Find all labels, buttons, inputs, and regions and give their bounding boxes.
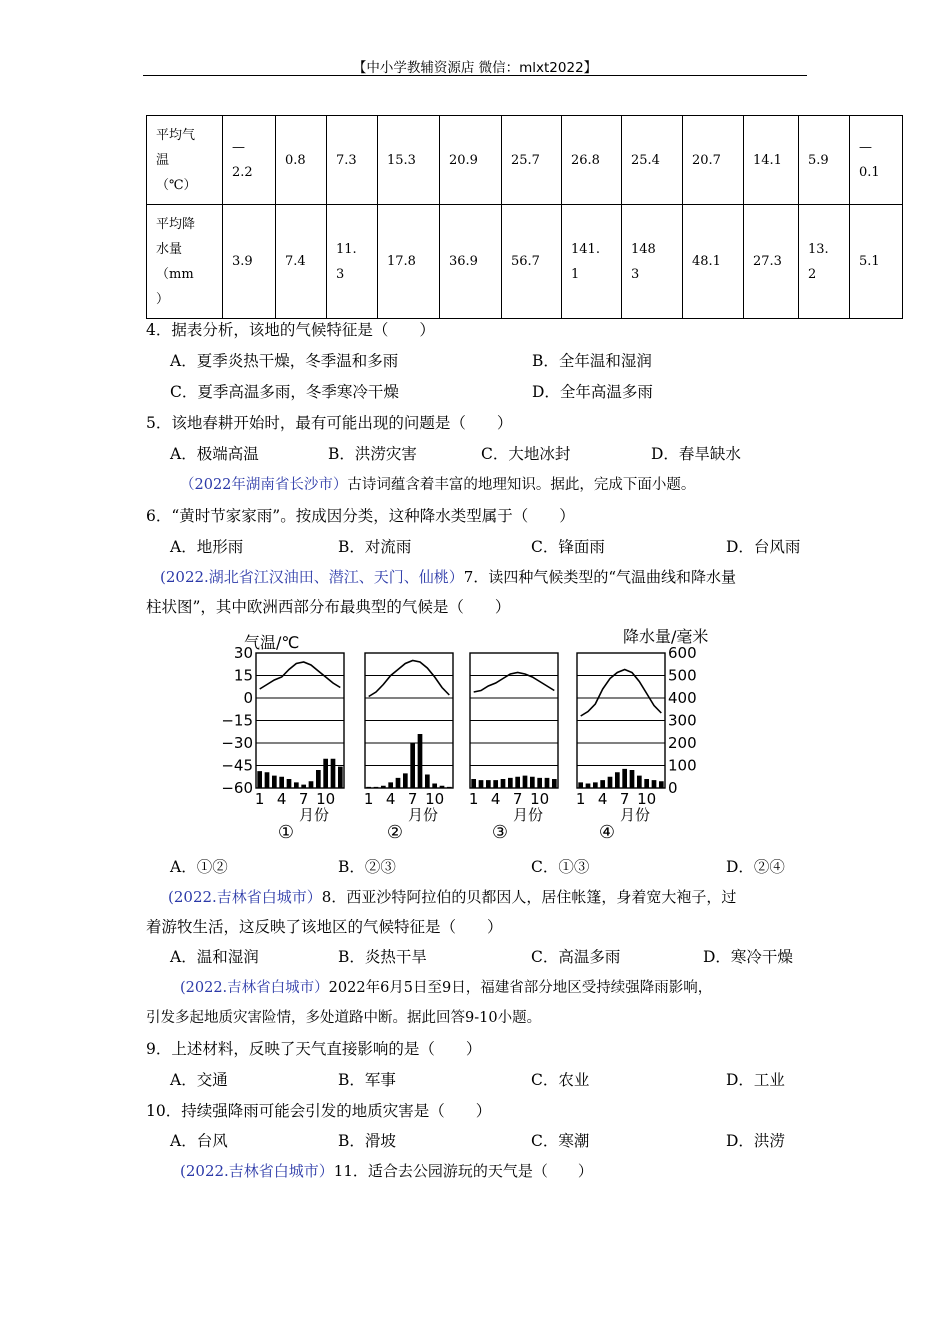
table-cell-line: 148 — [631, 241, 656, 257]
table-cell-line: 14.1 — [753, 152, 782, 168]
intro-6-source: （2022年湖南省长沙市） — [180, 477, 348, 493]
q5-stem: 5．该地春耕开始时，最有可能出现的问题是（ ） — [146, 414, 513, 432]
climate-table — [146, 115, 903, 319]
q4-option-d[interactable]: D．全年高温多雨 — [532, 383, 653, 401]
panel-label: ② — [386, 822, 404, 843]
table-cell-line: 20.7 — [692, 152, 721, 168]
q7-stem-line2: 柱状图”，其中欧洲西部分布最典型的气候是（ ） — [146, 598, 511, 616]
q7-option-b[interactable]: B．②③ — [338, 858, 396, 876]
right-tick-label: 300 — [668, 711, 697, 730]
q10-option-d[interactable]: D．洪涝 — [726, 1132, 785, 1150]
table-cell-line: 7.4 — [285, 254, 306, 269]
month-axis-label: 月份 — [619, 806, 651, 824]
table-cell-line: 3.9 — [232, 254, 253, 269]
right-tick-label: 0 — [668, 779, 678, 797]
precip-bar — [323, 759, 328, 788]
page-header: 【中小学教辅资源店 微信：mlxt2022】 — [352, 60, 598, 76]
precip-bar — [515, 777, 520, 788]
precip-bar — [652, 780, 657, 788]
q5-option-b[interactable]: B．洪涝灾害 — [328, 445, 417, 463]
table-cell-line: 3 — [631, 266, 640, 282]
precip-bar — [425, 775, 430, 789]
table-cell-line: 5.1 — [859, 254, 880, 269]
precip-bar — [418, 734, 423, 788]
precip-bar — [523, 776, 528, 788]
month-tick-label: 7 — [512, 790, 523, 808]
q10-option-a[interactable]: A．台风 — [170, 1132, 228, 1150]
right-tick-label: 400 — [668, 689, 697, 707]
table-cell — [562, 116, 622, 205]
q4-option-a[interactable]: A．夏季炎热干燥，冬季温和多雨 — [170, 352, 399, 370]
q7-stem-line1 — [160, 566, 736, 587]
precip-bar — [622, 769, 627, 788]
q8-option-b[interactable]: B．炎热干旱 — [338, 948, 427, 966]
precip-bar — [644, 779, 649, 788]
panel-label: ① — [277, 822, 295, 843]
precip-bar — [331, 759, 336, 788]
table-cell-line: — — [232, 140, 245, 155]
precip-bar — [301, 785, 306, 788]
table-row — [147, 205, 903, 319]
table-cell-line: 7.3 — [336, 152, 357, 168]
row-label — [147, 205, 223, 319]
q6-option-d[interactable]: D．台风雨 — [726, 538, 801, 556]
table-cell-line: 48.1 — [692, 254, 721, 269]
precip-bar — [287, 779, 292, 788]
table-cell-line: 15.3 — [387, 152, 416, 168]
table-cell — [683, 116, 744, 205]
month-tick-label: 4 — [385, 790, 396, 808]
q6-option-c[interactable]: C．锋面雨 — [531, 538, 605, 556]
intro-9-source: (2022.吉林省白城市） — [180, 980, 329, 996]
panel-label: ③ — [491, 822, 509, 843]
intro-6-text: 古诗词蕴含着丰富的地理知识。据此，完成下面小题。 — [347, 477, 696, 493]
table-cell — [562, 205, 622, 319]
table-cell — [502, 116, 562, 205]
table-cell-line: 0.8 — [285, 152, 306, 168]
intro-9-text1: 2022年6月5日至9日，福建省部分地区受持续强降雨影响， — [328, 980, 713, 996]
table-cell-line: 25.4 — [631, 152, 660, 168]
precip-bar — [552, 779, 557, 788]
row-label-line: 平均气 — [156, 127, 196, 143]
precip-bar — [615, 772, 620, 788]
q7-source: (2022.湖北省江汉油田、潜江、天门、仙桃） — [160, 568, 464, 586]
table-cell — [744, 116, 799, 205]
table-cell — [744, 205, 799, 319]
q7-option-c[interactable]: C．①③ — [531, 858, 590, 876]
precip-bar — [257, 771, 262, 788]
q5-option-c[interactable]: C．大地冰封 — [481, 445, 571, 463]
q6-stem: 6．“黄时节家家雨”。按成因分类，这种降水类型属于（ ） — [146, 507, 575, 525]
table-cell — [327, 116, 378, 205]
table-cell — [327, 205, 378, 319]
table-cell-line: 17.8 — [387, 254, 416, 269]
climate-charts — [216, 622, 716, 844]
table-cell-line: — — [859, 140, 872, 155]
month-tick-label: 10 — [530, 790, 550, 808]
table-row — [147, 116, 903, 205]
table-cell — [276, 205, 327, 319]
month-tick-label: 7 — [619, 790, 630, 808]
month-tick-label: 1 — [254, 790, 265, 808]
precip-bar — [366, 787, 371, 788]
q8-option-d[interactable]: D．寒冷干燥 — [703, 948, 793, 966]
table-cell — [378, 116, 440, 205]
precip-bar — [403, 773, 408, 788]
temperature-curve — [369, 661, 450, 697]
q7-option-a[interactable]: A．①② — [170, 858, 228, 876]
q6-option-b[interactable]: B．对流雨 — [338, 538, 412, 556]
table-cell — [502, 205, 562, 319]
table-cell — [850, 116, 903, 205]
month-tick-label: 1 — [468, 790, 479, 808]
left-tick-label: −30 — [221, 734, 253, 752]
table-cell-line: 0.1 — [859, 165, 880, 180]
precip-bar — [440, 786, 445, 788]
q10-option-c[interactable]: C．寒潮 — [531, 1132, 590, 1150]
table-cell — [440, 205, 502, 319]
q4-stem: 4．据表分析，该地的气候特征是（ ） — [146, 321, 435, 339]
table-cell-line: 27.3 — [753, 254, 782, 269]
month-tick-label: 10 — [425, 790, 445, 808]
intro-9-line2: 引发多起地质灾害险情，多处道路中断。据此回答9-10小题。 — [146, 1010, 542, 1026]
precip-bar — [316, 770, 321, 788]
table-cell — [223, 205, 276, 319]
row-label-line: 水量 — [156, 241, 183, 257]
right-axis-title: 降水量/毫米 — [623, 627, 709, 646]
q9-option-a[interactable]: A．交通 — [170, 1071, 228, 1089]
precip-bar — [279, 777, 284, 788]
table-cell-line: 20.9 — [449, 152, 478, 168]
precip-bar — [608, 777, 613, 788]
table-cell-line: 1 — [571, 266, 580, 282]
month-axis-label: 月份 — [298, 806, 330, 824]
month-tick-label: 10 — [316, 790, 336, 808]
precip-bar — [637, 776, 642, 788]
q9-option-d[interactable]: D．工业 — [726, 1071, 785, 1089]
precip-bar — [630, 770, 635, 788]
precip-bar — [381, 786, 386, 788]
row-label-line: 温 — [156, 152, 170, 168]
q9-option-b[interactable]: B．军事 — [338, 1071, 396, 1089]
precip-bar — [396, 778, 401, 788]
right-tick-label: 100 — [668, 756, 697, 775]
intro-6 — [180, 473, 695, 494]
precip-bar — [545, 778, 550, 788]
table-cell — [622, 205, 683, 319]
q9-stem: 9．上述材料，反映了天气直接影响的是（ ） — [146, 1040, 482, 1058]
q5-option-a[interactable]: A．极端高温 — [170, 445, 259, 463]
month-axis-label: 月份 — [512, 806, 544, 824]
table-cell — [622, 116, 683, 205]
q8-stem-text: 8．西亚沙特阿拉伯的贝都因人，居住帐篷，身着宽大袍子，过 — [321, 888, 737, 906]
precip-bar — [530, 777, 535, 788]
table-cell-line: 11. — [336, 241, 357, 257]
precip-bar — [537, 778, 542, 788]
table-cell-line: 141. — [571, 241, 600, 257]
row-label-line: ） — [156, 291, 170, 307]
precip-bar — [374, 787, 379, 788]
precip-bar — [578, 782, 583, 788]
table-cell — [276, 116, 327, 205]
precip-bar — [294, 782, 299, 788]
precip-bar — [265, 772, 270, 788]
precip-bar — [586, 784, 591, 789]
q5-option-d[interactable]: D．春旱缺水 — [651, 445, 741, 463]
table-cell — [378, 205, 440, 319]
month-tick-label: 4 — [276, 790, 287, 808]
left-tick-label: 0 — [243, 689, 253, 707]
precip-bar — [508, 778, 513, 788]
table-cell-line: 2 — [808, 266, 817, 282]
precip-bar — [501, 779, 506, 788]
q11-stem — [180, 1160, 593, 1181]
row-label-line: （mm — [156, 266, 194, 282]
panel-label: ④ — [598, 822, 616, 843]
left-tick-label: −15 — [221, 711, 253, 730]
left-tick-label: 15 — [233, 666, 253, 685]
q9-option-c[interactable]: C．农业 — [531, 1071, 590, 1089]
table-cell-line: 3 — [336, 266, 345, 282]
row-label-line: （℃） — [156, 177, 197, 193]
month-tick-label: 1 — [575, 790, 586, 808]
left-tick-label: 30 — [233, 644, 253, 662]
table-cell-line: 25.7 — [511, 152, 540, 168]
q10-stem: 10．持续强降雨可能会引发的地质灾害是（ ） — [146, 1102, 492, 1120]
q8-source: (2022.吉林省白城市） — [168, 888, 322, 906]
table-cell — [223, 116, 276, 205]
precip-bar — [447, 787, 452, 788]
right-tick-label: 200 — [668, 734, 697, 752]
table-cell — [683, 205, 744, 319]
left-tick-label: −45 — [221, 756, 253, 775]
precip-bar — [309, 781, 314, 788]
table-cell-line: 26.8 — [571, 152, 600, 168]
table-cell — [850, 205, 903, 319]
row-label-line: 平均降 — [156, 216, 196, 232]
q8-option-a[interactable]: A．温和湿润 — [170, 948, 259, 966]
precip-bar — [593, 782, 598, 788]
precip-bar — [600, 780, 605, 788]
month-tick-label: 7 — [298, 790, 309, 808]
q8-stem-line2: 着游牧生活，这反映了该地区的气候特征是（ ） — [146, 918, 503, 936]
table-cell — [440, 116, 502, 205]
month-tick-label: 4 — [597, 790, 608, 808]
precip-bar — [479, 780, 484, 788]
intro-9-line1 — [180, 976, 712, 997]
month-tick-label: 4 — [490, 790, 501, 808]
precip-bar — [486, 780, 491, 788]
q7-stem-text: 7．读四种气候类型的“气温曲线和降水量 — [463, 568, 737, 586]
left-axis-title: 气温/℃ — [244, 633, 300, 652]
q8-stem-line1 — [168, 886, 736, 907]
q11-stem-text: 11．适合去公园游玩的天气是（ ） — [333, 1162, 593, 1180]
header-rule — [143, 75, 807, 76]
month-tick-label: 7 — [407, 790, 418, 808]
precip-bar — [432, 784, 437, 789]
left-tick-label: −60 — [221, 779, 253, 797]
table-cell-line: 36.9 — [449, 254, 478, 269]
month-tick-label: 10 — [637, 790, 657, 808]
right-tick-label: 500 — [668, 666, 697, 685]
q6-option-a[interactable]: A．地形雨 — [170, 538, 244, 556]
right-tick-label: 600 — [668, 644, 697, 662]
temperature-curve — [581, 670, 662, 717]
row-label — [147, 116, 223, 205]
q7-option-d[interactable]: D．②④ — [726, 858, 785, 876]
table-cell-line: 13. — [808, 241, 829, 257]
precip-bar — [471, 779, 476, 788]
precip-bar — [410, 743, 415, 788]
q10-option-b[interactable]: B．滑坡 — [338, 1132, 396, 1150]
q11-source: (2022.吉林省白城市） — [180, 1162, 334, 1180]
table-cell — [799, 116, 850, 205]
table-cell-line: 56.7 — [511, 254, 540, 269]
table-cell — [799, 205, 850, 319]
precip-bar — [338, 767, 343, 788]
precip-bar — [659, 781, 664, 788]
table-cell-line: 2.2 — [232, 165, 253, 180]
precip-bar — [493, 780, 498, 788]
table-cell-line: 5.9 — [808, 152, 829, 168]
q4-option-c[interactable]: C．夏季高温多雨，冬季寒冷干燥 — [170, 383, 399, 401]
month-axis-label: 月份 — [407, 806, 439, 824]
precip-bar — [388, 782, 393, 788]
q8-option-c[interactable]: C．高温多雨 — [531, 948, 621, 966]
month-tick-label: 1 — [363, 790, 374, 808]
precip-bar — [272, 776, 277, 788]
q4-option-b[interactable]: B．全年温和湿润 — [532, 352, 652, 370]
